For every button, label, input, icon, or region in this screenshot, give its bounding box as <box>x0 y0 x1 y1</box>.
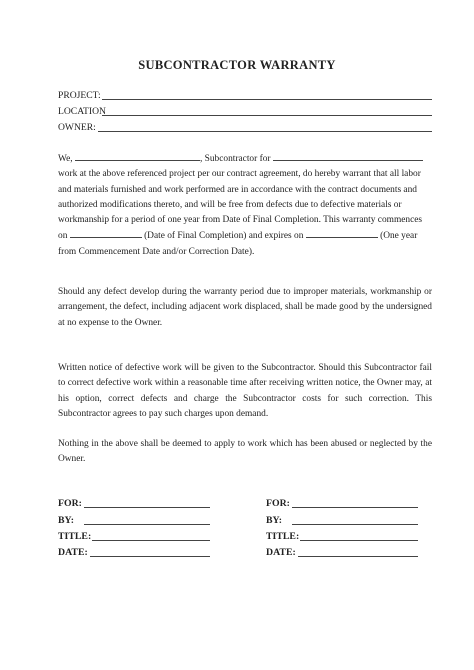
right-date-line[interactable] <box>298 556 418 557</box>
project-label: PROJECT: <box>58 90 101 101</box>
location-label: LOCATION <box>58 106 106 117</box>
left-title-field <box>58 531 91 543</box>
location-line[interactable] <box>102 115 432 116</box>
owner-field <box>58 122 96 134</box>
subcontractor-for-label: , Subcontractor for <box>199 154 271 164</box>
intro-line-7: from Commencement Date and/or Correction Date). <box>58 246 255 257</box>
right-title-label: TITLE: <box>266 531 300 542</box>
left-for-line[interactable] <box>84 507 210 508</box>
we-blank[interactable] <box>75 151 200 161</box>
left-date-label: DATE: <box>58 547 88 558</box>
right-for-label: FOR: <box>266 498 290 509</box>
right-date-field <box>266 547 296 559</box>
right-for-field <box>266 498 290 510</box>
date-final-completion-label: (Date of Final Completion) and expires on <box>144 231 304 242</box>
commence-date-blank[interactable] <box>70 228 142 238</box>
intro-line-2: work at the above referenced project per our contract agreement, do hereby warrant that all labor <box>58 169 421 180</box>
project-field <box>58 90 101 102</box>
owner-label: OWNER: <box>58 122 96 133</box>
right-by-field <box>266 515 282 527</box>
intro-line-5: workmanship for a period of one year from Date of Final Completion. This warranty commences <box>58 215 423 226</box>
left-by-field <box>58 515 74 527</box>
intro-line-3: and materials furnished and work performed are in accordance with the contract documents and <box>58 184 417 195</box>
intro-line-1 <box>58 151 432 167</box>
location-field <box>58 106 106 118</box>
right-date-label: DATE: <box>266 547 296 558</box>
we-label: We, <box>58 154 73 164</box>
project-line[interactable] <box>102 99 432 100</box>
left-by-label: BY: <box>58 515 74 526</box>
right-title-field <box>266 531 299 543</box>
right-by-label: BY: <box>266 515 282 526</box>
document-title: SUBCONTRACTOR WARRANTY <box>138 58 336 72</box>
right-by-line[interactable] <box>292 524 418 525</box>
on-label: on <box>58 231 68 242</box>
subcontractor-for-blank[interactable] <box>273 151 423 161</box>
exclusion-paragraph: Nothing in the above shall be deemed to apply to work which has been abused or neglected by the Owner. <box>58 439 432 465</box>
intro-line-4: authorized modifications thereto, and will be free from defects due to defective materials or <box>58 199 402 210</box>
intro-paragraph <box>58 151 432 260</box>
defect-paragraph: Should any defect develop during the warranty period due to improper materials, workmanship or arrangement, the defect, including adjacent work displaced, shall be made good by the undersigned at no expense to the Owner. <box>58 287 432 328</box>
owner-line[interactable] <box>98 131 432 132</box>
right-for-line[interactable] <box>292 507 418 508</box>
one-year-label: (One year <box>380 231 418 242</box>
intro-line-6 <box>58 228 432 244</box>
left-title-line[interactable] <box>92 540 210 541</box>
left-date-field <box>58 547 88 559</box>
left-by-line[interactable] <box>84 524 210 525</box>
left-title-label: TITLE: <box>58 531 92 542</box>
notice-paragraph: Written notice of defective work will be given to the Subcontractor. Should this Subcontractor fail to correct defective work within a reasonable time after receiving written notice, the Owner may, at his option, correct defects and charge the Subcontractor costs for such correction. This Subcontractor agrees to pay such charges upon demand. <box>58 363 432 419</box>
expire-date-blank[interactable] <box>306 228 378 238</box>
left-for-label: FOR: <box>58 498 82 509</box>
left-date-line[interactable] <box>90 556 210 557</box>
left-for-field <box>58 498 82 510</box>
right-title-line[interactable] <box>300 540 418 541</box>
